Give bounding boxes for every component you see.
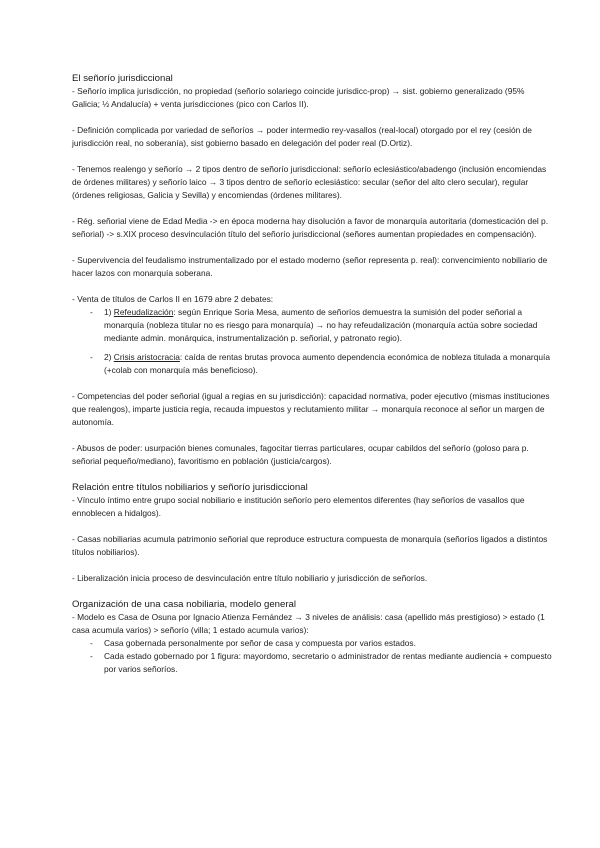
paragraph-supervivencia-feudalismo: - Supervivencia del feudalismo instrumentalizado por el estado moderno (señor representa p. real): convencimiento nobiliario de hacer lazos con monarquía soberana. [72, 255, 548, 278]
bullet-dash: - [90, 638, 93, 648]
item-text: Cada estado gobernado por 1 figura: mayordomo, secretario o administrador de rentas mediante audiencia + compuesto por varios señoríos. [104, 651, 552, 674]
section-heading-relacion: Relación entre títulos nobiliarios y señorío jurisdiccional [72, 482, 308, 493]
paragraph-liberalizacion: - Liberalización inicia proceso de desvinculación entre título nobiliario y jurisdicción de señoríos. [72, 573, 428, 583]
item-number: 1) [104, 307, 114, 317]
paragraph-senorio-jurisdiccion: - Señorío implica jurisdicción, no propiedad (señorío solariego coincide jurisdicc-prop) → sist. gobierno generalizado (95% Galicia; ½ Andalucía) + venta jurisdicciones (pico con Carlos II). [72, 86, 525, 109]
item-text: : caída de rentas brutas provoca aumento dependencia económica de nobleza titulada a monarquía (+colab con monarquía más beneficioso). [104, 352, 551, 375]
item-text: Casa gobernada personalmente por señor de casa y compuesta por varios estados. [104, 638, 416, 648]
list-item-crisis-aristocracia [72, 351, 552, 377]
list-item-casa [72, 637, 552, 650]
paragraph-abusos: - Abusos de poder: usurpación bienes comunales, fagocitar tierras particulares, ocupar cabildos del señorío (goloso para p. señorial pequeño/mediano), favoritismo en población (justicia/cargos). [72, 443, 529, 466]
paragraph-tipos: - Tenemos realengo y señorío → 2 tipos dentro de señorío jurisdiccional: señorío eclesiástico/abadengo (inclusión encomiendas de órdenes militares) y señorío laico → 3 tipos dentro de señorío eclesiástico: secular (señor del alto clero secular), regular (órdenes religiosas, Galicia y Sevilla) y encomiendas (órdenes militares). [72, 164, 547, 200]
paragraph-venta-titulos: - Venta de títulos de Carlos II en 1679 abre 2 debates: [72, 294, 274, 304]
section-heading-senorio: El señorío jurisdiccional [72, 73, 173, 84]
list-item-estado [72, 650, 552, 676]
item-text: : según Enrique Soria Mesa, aumento de señoríos demuestra la sumisión del poder señorial a monarquía (nobleza titular no es riesgo para monarquía) → no hay refeudalización (monarquía actúa sobre sociedad mediante admin. monárquica, instrumentalización p. señorial, y patronato regio). [104, 307, 538, 343]
term-refeudalizacion: Refeudalización [113, 307, 174, 317]
bullet-dash: - [90, 307, 93, 317]
list-item-refeudalizacion [72, 306, 552, 345]
bullet-dash: - [90, 352, 93, 362]
paragraph-definicion: - Definición complicada por variedad de señoríos → poder intermedio rey-vasallos (real-local) otorgado por el rey (cesión de jurisdicción real, no soberanía), sist gobierno basado en delegación del poder real (D.Ortiz). [72, 125, 532, 148]
term-crisis-aristocracia: Crisis aristocracia [113, 352, 180, 362]
bullet-dash: - [90, 651, 93, 661]
item-number: 2) [104, 352, 114, 362]
paragraph-casas-nobiliarias: - Casas nobiliarias acumula patrimonio señorial que reproduce estructura compuesta de monarquía (señoríos ligados a distintos títulos nobiliarios). [72, 534, 548, 557]
paragraph-vinculo: - Vínculo íntimo entre grupo social nobiliario e institución señorío pero elementos diferentes (hay señoríos de vasallos que ennoblecen a hidalgos). [72, 495, 525, 518]
paragraph-competencias: - Competencias del poder señorial (igual a regias en su jurisdicción): capacidad normativa, poder ejecutivo (mismas instituciones que realengos), imparte justicia regia, recauda impuestos y reclutamiento militar → monarquía reconoce al señor un margen de autonomía. [72, 391, 550, 427]
section-heading-organizacion: Organización de una casa nobiliaria, modelo general [72, 599, 296, 610]
paragraph-regimen-senorial: - Rég. señorial viene de Edad Media -> en época moderna hay disolución a favor de monarquía autoritaria (domesticación del p. señorial) -> s.XIX proceso desvinculación título del señorío jurisdiccional (señores aumentan propiedades en compensación). [72, 216, 549, 239]
paragraph-modelo-osuna: - Modelo es Casa de Osuna por Ignacio Atienza Fernández → 3 niveles de análisis: casa (apellido más prestigioso) > estado (1 casa acumula varios) > señorío (villa; 1 estado acumula varios): [72, 612, 545, 635]
